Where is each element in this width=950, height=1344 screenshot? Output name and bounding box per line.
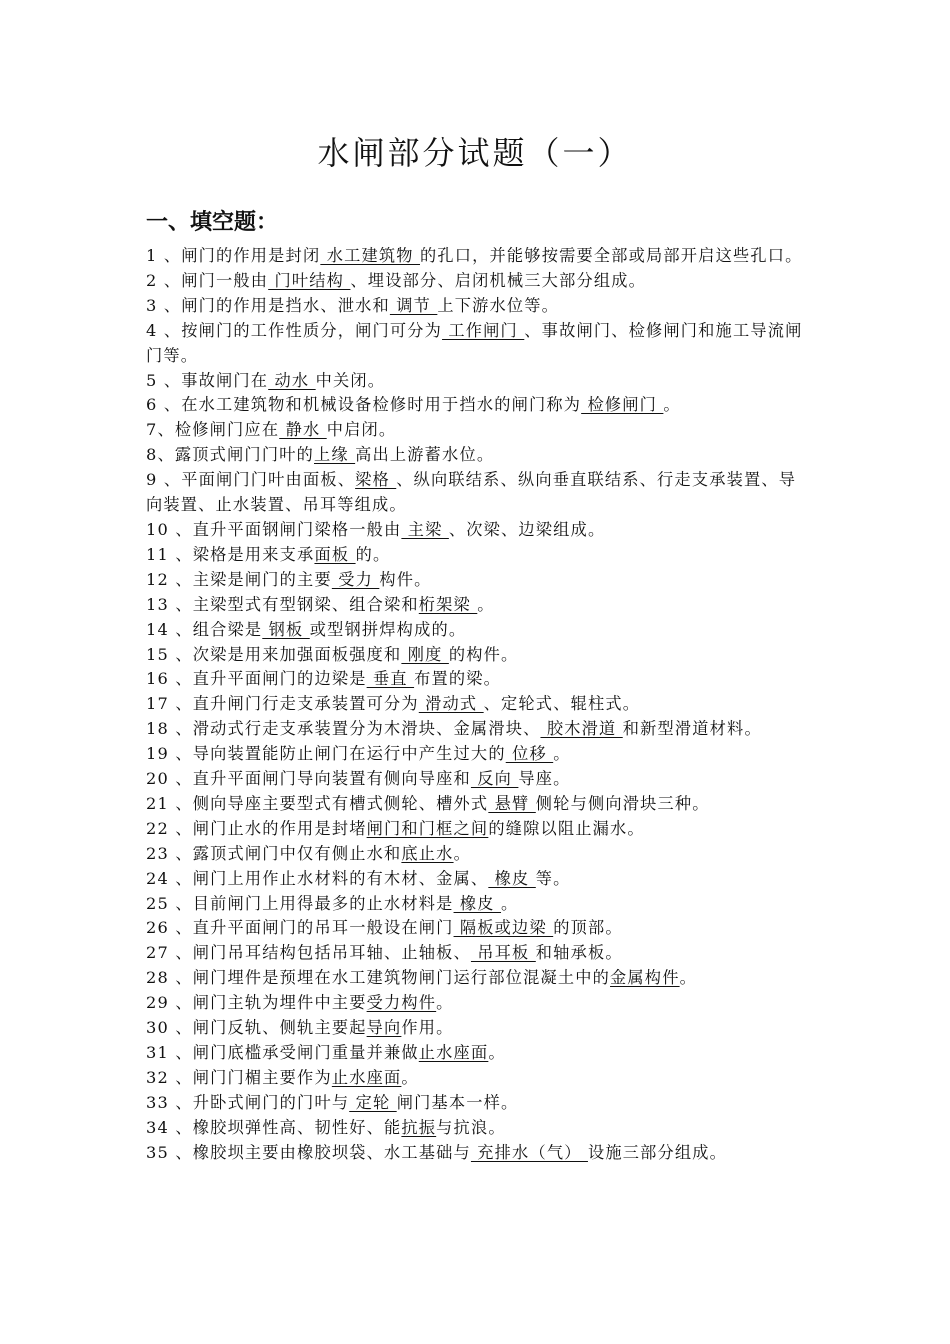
question-text: 作用。 [401, 1018, 454, 1038]
answer-blank: 主梁 [401, 519, 449, 539]
answer-blank: 调节 [389, 295, 438, 315]
question-text: 22 、闸门止水的作用是封堵 [146, 818, 367, 838]
question-text: 6 、在水工建筑物和机械设备检修时用于挡水的闸门称为 [146, 395, 582, 415]
question-text: 、事故闸门、检修闸门和施工导流闸门等。 [146, 320, 803, 365]
question-text: 的孔口，并能够按需要全部或局部开启这些孔口。 [419, 246, 803, 265]
question-text: 11 、梁格是用来支承 [146, 544, 315, 564]
question-text: 的缝隙以阻止漏水。 [488, 818, 645, 838]
question-item [146, 966, 804, 991]
answer-blank: 底止水 [401, 843, 454, 863]
answer-blank: 金属构件 [610, 968, 680, 988]
question-item [146, 244, 804, 269]
question-text: 31 、闸门底槛承受闸门重量并兼做 [146, 1043, 419, 1062]
question-item [146, 742, 804, 767]
answer-blank: 水工建筑物 [320, 246, 420, 265]
answer-blank: 反向 [470, 769, 519, 789]
question-item [146, 892, 804, 917]
answer-blank: 刚度 [401, 644, 449, 664]
question-text: 25 、目前闸门上用得最多的止水材料是 [146, 893, 454, 913]
question-item [146, 1116, 804, 1141]
question-item [146, 269, 804, 294]
question-text: 。 [453, 843, 471, 863]
question-item [146, 468, 804, 518]
question-text: 21 、侧向导座主要型式有槽式侧轮、槽外式 [146, 793, 489, 813]
question-text: 5 、事故闸门在 [146, 370, 269, 390]
question-text: 高出上游蓄水位。 [355, 445, 495, 465]
answer-blank: 桁架梁 [418, 594, 478, 614]
question-text: 30 、闸门反轨、侧轨主要起 [146, 1018, 367, 1038]
question-text: 14 、组合梁是 [146, 619, 263, 639]
question-text: 和新型滑道材料。 [622, 719, 762, 739]
question-text: 、定轮式、辊柱式。 [483, 694, 641, 714]
question-item [146, 1066, 804, 1091]
question-text: 或型钢拼焊构成的。 [309, 619, 467, 639]
answer-blank: 抗振 [401, 1117, 437, 1137]
question-item [146, 667, 804, 692]
question-text: 。 [488, 1043, 506, 1062]
question-text: 9 、平面闸门门叶由面板、 [146, 470, 356, 490]
page-title: 水闸部分试题（一） [317, 134, 633, 172]
question-item [146, 767, 804, 792]
question-item [146, 518, 804, 543]
answer-blank: 橡皮 [453, 893, 502, 913]
question-item [146, 842, 804, 867]
question-text: 33 、升卧式闸门的门叶与 [146, 1092, 350, 1112]
answer-blank: 止水座面 [331, 1067, 402, 1087]
question-item [146, 319, 804, 369]
answer-blank: 胶木滑道 [540, 719, 623, 739]
question-text: 导座。 [518, 769, 571, 789]
question-text: 等。 [535, 868, 571, 888]
answer-blank: 受力构件 [366, 993, 437, 1013]
question-text: 。 [477, 594, 495, 614]
answer-blank: 垂直 [366, 669, 415, 689]
answer-blank: 橡皮 [488, 868, 536, 888]
question-item [146, 1141, 804, 1166]
question-item [146, 916, 804, 941]
question-text: 布置的梁。 [414, 669, 502, 689]
question-item [146, 443, 804, 468]
answer-blank: 受力 [331, 569, 380, 589]
question-text: 26 、直升平面闸门的吊耳一般设在闸门 [146, 918, 454, 938]
question-text: 3 、闸门的作用是挡水、泄水和 [146, 295, 390, 315]
answer-blank: 面板 [314, 544, 356, 564]
answer-blank: 梁格 [355, 470, 397, 490]
question-item [146, 792, 804, 817]
answer-blank: 上缘 [314, 445, 356, 465]
answer-blank: 动水 [268, 370, 316, 390]
question-text: 中启闭。 [326, 420, 397, 440]
question-text: 中关闭。 [315, 370, 386, 390]
question-text: 32 、闸门门楣主要作为 [146, 1067, 332, 1087]
question-item [146, 568, 804, 593]
question-item [146, 692, 804, 717]
question-text: 17 、直升闸门行走支承装置可分为 [146, 694, 419, 714]
question-text: 上下游水位等。 [437, 295, 560, 315]
question-text: 19 、导向装置能防止闸门在运行中产生过大的 [146, 744, 506, 764]
question-item [146, 1041, 804, 1066]
answer-blank: 充排水（气） [470, 1142, 588, 1162]
answer-blank: 悬臂 [488, 793, 536, 813]
question-item [146, 817, 804, 842]
question-text: 与抗浪。 [436, 1117, 506, 1137]
answer-blank: 闸门和门框之间 [366, 818, 489, 838]
answer-blank: 门叶结构 [268, 270, 351, 290]
question-item [146, 294, 804, 319]
question-item [146, 593, 804, 618]
question-text: 1 、闸门的作用是封闭 [146, 246, 321, 265]
question-text: 闸门基本一样。 [396, 1092, 519, 1112]
question-text: 、纵向联结系、纵向垂直联结系、行走支承装置、导向装置、止水装置、吊耳等组成。 [146, 470, 797, 515]
question-item [146, 1016, 804, 1041]
question-list [146, 244, 804, 1166]
question-item [146, 1091, 804, 1116]
question-text: 设施三部分组成。 [587, 1142, 728, 1162]
answer-blank: 吊耳板 [470, 943, 536, 963]
question-text: 20 、直升平面闸门导向装置有侧向导座和 [146, 769, 471, 789]
answer-blank: 钢板 [262, 619, 310, 639]
question-text: 24 、闸门上用作止水材料的有木材、金属、 [146, 868, 489, 888]
question-text: 、埋设部分、启闭机械三大部分组成。 [350, 270, 647, 290]
question-text: 的构件。 [448, 644, 519, 664]
question-text: 。 [501, 893, 519, 913]
question-text: 的顶部。 [553, 918, 623, 938]
question-text: 15 、次梁是用来加强面板强度和 [146, 644, 402, 664]
question-text: 8、露顶式闸门门叶的 [146, 445, 314, 465]
section-heading: 一、填空题： [146, 210, 279, 235]
answer-blank: 导向 [366, 1018, 402, 1038]
question-text: 23 、露顶式闸门中仅有侧止水和 [146, 843, 402, 863]
question-item [146, 941, 804, 966]
answer-blank: 检修闸门 [581, 395, 664, 415]
question-text: 。 [663, 395, 681, 415]
answer-blank: 位移 [505, 744, 554, 764]
question-text: 18 、滑动式行走支承装置分为木滑块、金属滑块、 [146, 719, 541, 739]
question-item [146, 369, 804, 394]
question-text: 2 、闸门一般由 [146, 270, 269, 290]
question-text: 28 、闸门埋件是预埋在水工建筑物闸门运行部位混凝土中的 [146, 968, 611, 988]
question-item [146, 543, 804, 568]
question-text: 。 [401, 1067, 419, 1087]
question-text: 的。 [355, 544, 391, 564]
question-item [146, 643, 804, 668]
question-text: 和轴承板。 [535, 943, 623, 963]
question-text: 构件。 [379, 569, 432, 589]
question-item [146, 867, 804, 892]
question-text: 34 、橡胶坝弹性高、韧性好、能 [146, 1117, 402, 1137]
question-item [146, 717, 804, 742]
question-item [146, 618, 804, 643]
question-text: 16 、直升平面闸门的边梁是 [146, 669, 367, 689]
question-item [146, 393, 804, 418]
answer-blank: 滑动式 [418, 694, 484, 714]
question-text: 27 、闸门吊耳结构包括吊耳轴、止轴板、 [146, 943, 471, 963]
answer-blank: 工作闸门 [442, 320, 525, 340]
answer-blank: 静水 [279, 420, 327, 440]
question-text: 。 [553, 744, 571, 764]
question-text: 13 、主梁型式有型钢梁、组合梁和 [146, 594, 419, 614]
question-text: 29 、闸门主轨为埋件中主要 [146, 993, 367, 1013]
question-text: 7、检修闸门应在 [146, 420, 280, 440]
question-item [146, 991, 804, 1016]
answer-blank: 止水座面 [418, 1043, 489, 1062]
question-text: 、次梁、边梁组成。 [448, 519, 606, 539]
question-text: 35 、橡胶坝主要由橡胶坝袋、水工基础与 [146, 1142, 471, 1162]
answer-blank: 隔板或边梁 [453, 918, 554, 938]
question-text: 10 、直升平面钢闸门梁格一般由 [146, 519, 402, 539]
question-text: 。 [679, 968, 697, 988]
question-text: 12 、主梁是闸门的主要 [146, 569, 332, 589]
question-text: 4 、按闸门的工作性质分，闸门可分为 [146, 320, 443, 340]
question-text: 侧轮与侧向滑块三种。 [535, 793, 710, 813]
answer-blank: 定轮 [349, 1092, 397, 1112]
question-item [146, 418, 804, 443]
question-text: 。 [436, 993, 454, 1013]
